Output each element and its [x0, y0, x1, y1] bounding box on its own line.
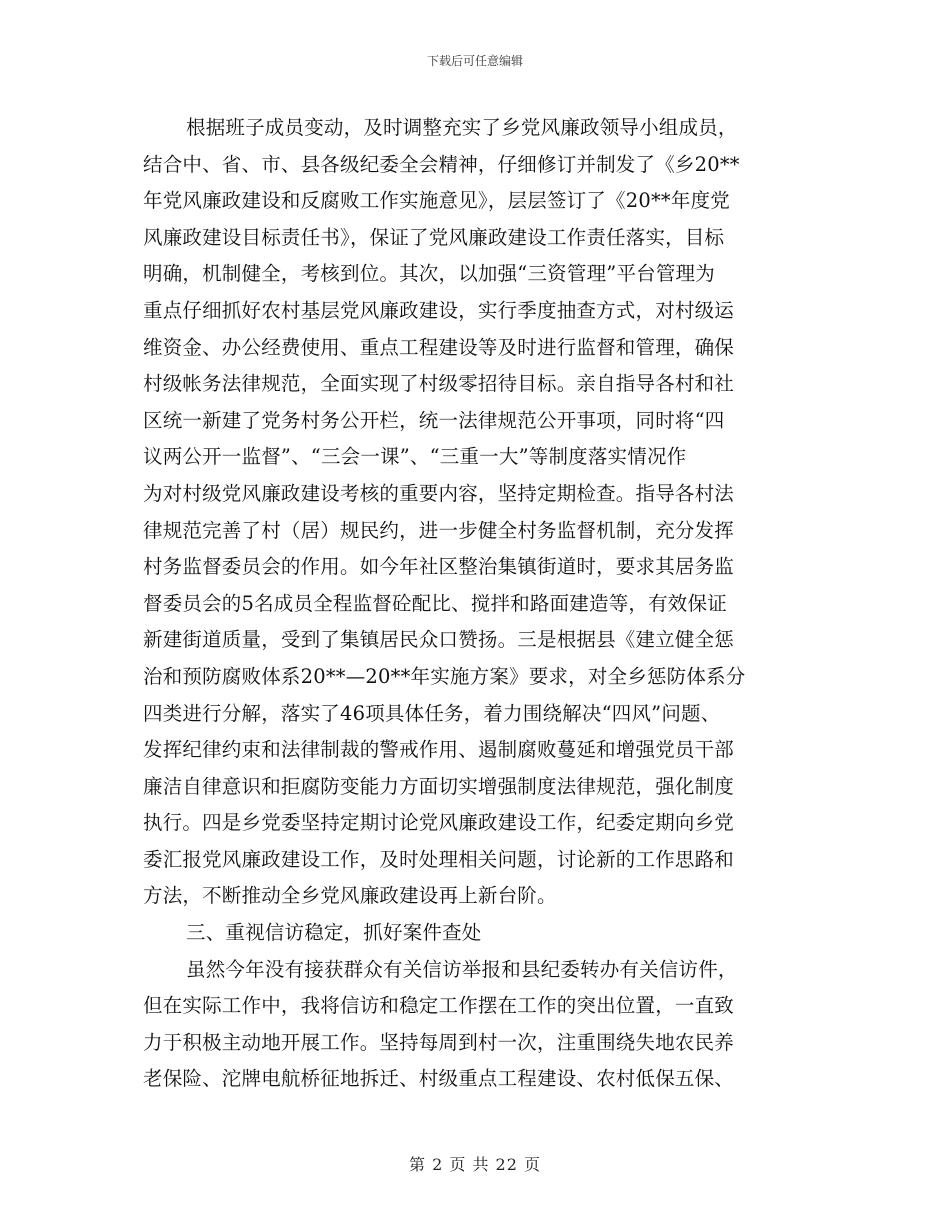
paragraph-line: 力于积极主动地开展工作。坚持每周到村一次，注重围绕失地农民养	[143, 1030, 735, 1054]
page-header-note: 下载后可任意编辑	[426, 54, 523, 68]
section-heading: 三、重视信访稳定，抓好案件查处	[186, 921, 482, 945]
paragraph-line: 老保险、沱牌电航桥征地拆迁、村级重点工程建设、农村低保五保、	[143, 1067, 735, 1091]
paragraph-line: 议两公开一监督”、“三会一课”、“三重一大”等制度落实情况作	[143, 445, 687, 469]
paragraph-line: 村级帐务法律规范，全面实现了村级零招待目标。亲自指导各村和社	[143, 372, 735, 396]
paragraph-line: 年党风廉政建设和反腐败工作实施意见》，层层签订了《20**年度党	[143, 189, 730, 213]
paragraph-line: 维资金、办公经费使用、重点工程建设等及时进行监督和管理，确保	[143, 335, 735, 359]
paragraph-line: 发挥纪律约束和法律制裁的警戒作用、遏制腐败蔓延和增强党员干部	[143, 738, 735, 762]
paragraph-line: 但在实际工作中，我将信访和稳定工作摆在工作的突出位置，一直致	[143, 994, 735, 1018]
paragraph-line: 区统一新建了党务村务公开栏，统一法律规范公开事项，同时将“四	[143, 408, 725, 432]
paragraph-line: 律规范完善了村（居）规民约，进一步健全村务监督机制，充分发挥	[143, 518, 735, 542]
paragraph-line: 根据班子成员变动，及时调整充实了乡党风廉政领导小组成员，	[186, 116, 738, 139]
paragraph-line: 明确，机制健全，考核到位。其次，以加强“三资管理”平台管理为	[143, 262, 715, 286]
page-number: 第 2 页 共 22 页	[409, 1155, 541, 1174]
paragraph-line: 为对村级党风廉政建设考核的重要内容，坚持定期检查。指导各村法	[143, 481, 735, 505]
paragraph-line: 执行。四是乡党委坚持定期讨论党风廉政建设工作，纪委定期向乡党	[143, 811, 735, 835]
paragraph-line: 廉洁自律意识和拒腐防变能力方面切实增强制度法律规范，强化制度	[143, 774, 735, 798]
paragraph-line: 治和预防腐败体系20**—20**年实施方案》要求，对全乡惩防体系分	[143, 664, 746, 688]
paragraph-line: 风廉政建设目标责任书》，保证了党风廉政建设工作责任落实，目标	[143, 225, 725, 249]
paragraph-line: 督委员会的5名成员全程监督砼配比、搅拌和路面建造等，有效保证	[143, 591, 727, 615]
paragraph-line: 结合中、省、市、县各级纪委全会精神，仔细修订并制发了《乡20**	[143, 152, 740, 176]
paragraph-line: 方法，不断推动全乡党风廉政建设再上新台阶。	[143, 884, 557, 908]
paragraph-line: 虽然今年没有接获群众有关信访举报和县纪委转办有关信访件，	[186, 957, 738, 981]
paragraph-line: 村务监督委员会的作用。如今年社区整治集镇街道时，要求其居务监	[143, 555, 735, 579]
document-body	[143, 110, 803, 1098]
paragraph-line: 新建街道质量，受到了集镇居民众口赞扬。三是根据县《建立健全惩	[143, 628, 735, 652]
paragraph-line: 四类进行分解，落实了46项具体任务，着力围绕解决“四风”问题、	[143, 701, 721, 725]
paragraph-line: 重点仔细抓好农村基层党风廉政建设，实行季度抽查方式，对村级运	[143, 298, 735, 322]
paragraph-line: 委汇报党风廉政建设工作，及时处理相关问题，讨论新的工作思路和	[143, 847, 735, 871]
